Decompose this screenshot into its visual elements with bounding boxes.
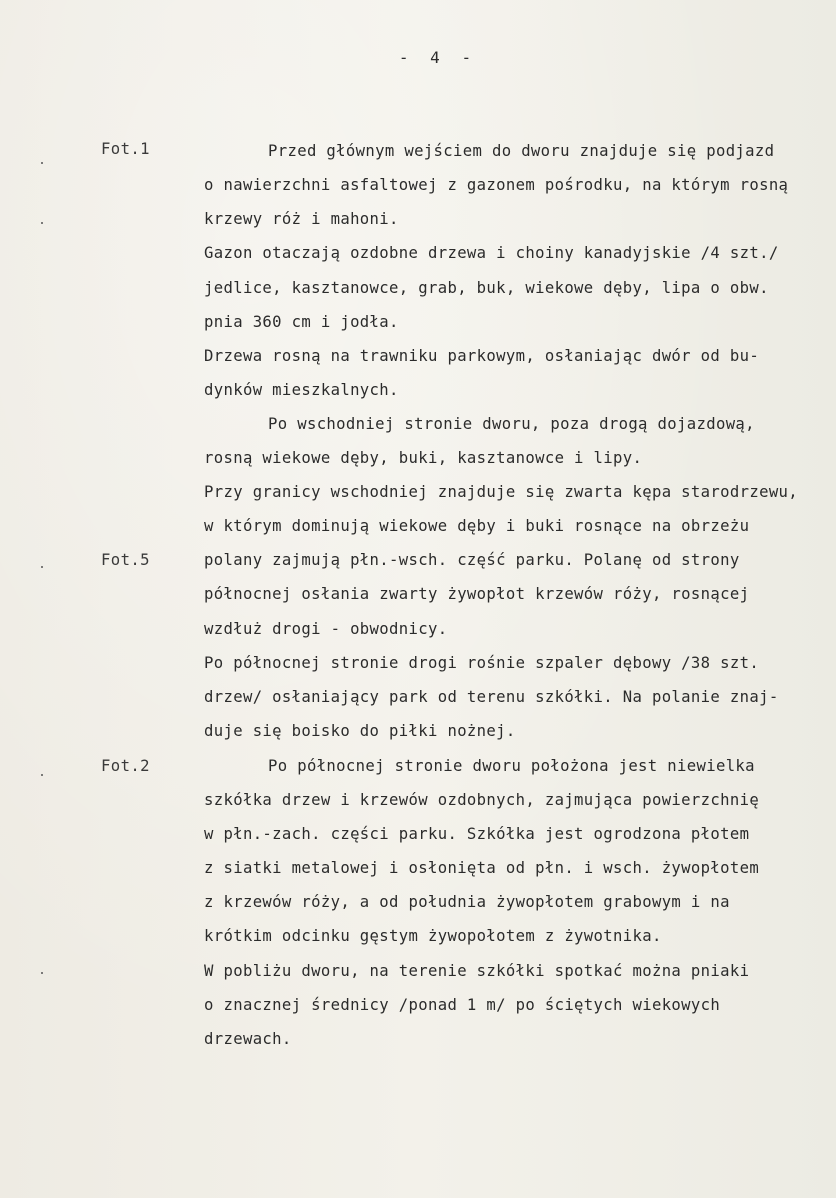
body-line: jedlice, kasztanowce, grab, buk, wiekowe dęby, lipa o obw. [204,279,769,297]
edge-mark [41,972,43,974]
body-line: Po północnej stronie drogi rośnie szpaler dębowy /38 szt. [204,654,760,672]
edge-mark [41,222,43,224]
margin-note-fot-2: Fot.2 [101,757,150,775]
body-line: szkółka drzew i krzewów ozdobnych, zajmująca powierzchnię [204,791,760,809]
body-line: z krzewów róży, a od południa żywopłotem grabowym i na [204,893,730,911]
body-line: W pobliżu dworu, na terenie szkółki spotkać można pniaki [204,962,750,980]
body-line: północnej osłania zwarty żywopłot krzewów róży, rosnącej [204,585,750,603]
edge-mark [41,566,43,568]
page-number: - 4 - [398,48,478,67]
body-line: z siatki metalowej i osłonięta od płn. i wsch. żywopłotem [204,859,760,877]
body-line: duje się boisko do piłki nożnej. [204,722,516,740]
body-line: drzewach. [204,1030,292,1048]
body-line: krótkim odcinku gęstym żywopołotem z żywotnika. [204,927,662,945]
body-line: o nawierzchni asfaltowej z gazonem pośrodku, na którym rosną [204,176,789,194]
body-line: pnia 360 cm i jodła. [204,313,399,331]
body-line: rosną wiekowe dęby, buki, kasztanowce i lipy. [204,449,643,467]
body-line: krzewy róż i mahoni. [204,210,399,228]
body-line: w płn.-zach. części parku. Szkółka jest ogrodzona płotem [204,825,750,843]
body-line: Drzewa rosną na trawniku parkowym, osłaniając dwór od bu- [204,347,760,365]
edge-mark [41,774,43,776]
body-line: Przy granicy wschodniej znajduje się zwarta kępa starodrzewu, [204,483,799,501]
body-line: Po północnej stronie dworu położona jest niewielka [268,757,755,775]
body-line: drzew/ osłaniający park od terenu szkółki. Na polanie znaj- [204,688,779,706]
edge-mark [41,162,43,164]
body-line: Po wschodniej stronie dworu, poza drogą dojazdową, [268,415,755,433]
body-line: polany zajmują płn.-wsch. część parku. Polanę od strony [204,551,740,569]
body-line: Przed głównym wejściem do dworu znajduje się podjazd [268,142,775,160]
body-line: o znacznej średnicy /ponad 1 m/ po ściętych wiekowych [204,996,721,1014]
body-line: dynków mieszkalnych. [204,381,399,399]
body-line: w którym dominują wiekowe dęby i buki rosnące na obrzeżu [204,517,750,535]
margin-note-fot-5: Fot.5 [101,551,150,569]
body-line: wzdłuż drogi - obwodnicy. [204,620,448,638]
margin-note-fot-1: Fot.1 [101,140,150,158]
body-line: Gazon otaczają ozdobne drzewa i choiny kanadyjskie /4 szt./ [204,244,779,262]
